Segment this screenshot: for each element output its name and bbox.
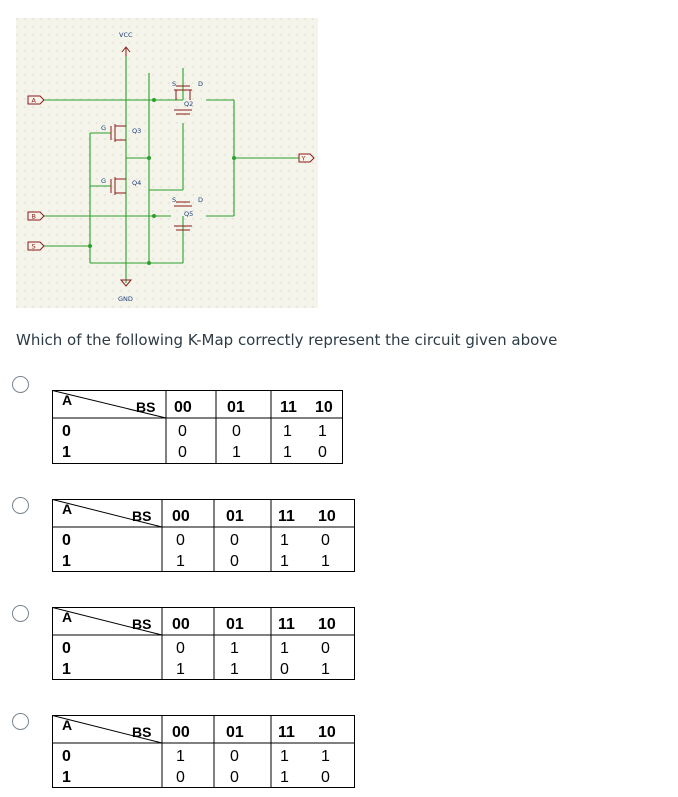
kmap-col-10: 10: [318, 616, 336, 633]
kmap-col-01: 01: [227, 399, 245, 416]
kmap-table: [52, 499, 356, 573]
kmap-row-0: 0: [62, 748, 71, 765]
q3-label: Q3: [132, 127, 142, 135]
kmap-cell: 1: [280, 553, 289, 570]
kmap-cell: 0: [176, 640, 185, 657]
kmap-row-1: 1: [62, 661, 71, 678]
kmap-row-0: 0: [62, 532, 71, 549]
kmap-col-var: BS: [132, 724, 152, 740]
input-b-label: B: [31, 212, 36, 221]
kmap-col-01: 01: [226, 616, 244, 633]
option-1-radio[interactable]: [12, 376, 29, 393]
kmap-cell: 1: [280, 532, 289, 549]
pin-s-q5: S: [172, 196, 177, 204]
pin-d-q5: D: [198, 196, 204, 204]
question-text: Which of the following K-Map correctly represent the circuit given above: [16, 331, 558, 349]
q2-label: Q2: [184, 100, 194, 108]
kmap-col-var: BS: [136, 399, 156, 415]
kmap-col-00: 00: [172, 724, 190, 741]
input-s-label: S: [31, 242, 36, 251]
kmap-cell: 1: [321, 661, 330, 678]
kmap-col-10: 10: [318, 724, 336, 741]
kmap-col-01: 01: [226, 508, 244, 525]
kmap-col-11: 11: [280, 399, 297, 416]
kmap-row-var: A: [62, 717, 73, 733]
q4-label: Q4: [132, 179, 142, 187]
kmap-col-var: BS: [132, 616, 152, 632]
option-2-radio[interactable]: [12, 497, 29, 514]
kmap-cell: 0: [232, 423, 241, 440]
kmap-col-00: 00: [172, 508, 190, 525]
gnd-label: GND: [118, 295, 133, 303]
kmap-row-1: 1: [62, 769, 71, 786]
option-1: [0, 375, 678, 461]
kmap-cell: 1: [280, 748, 289, 765]
kmap-cell: 0: [176, 532, 185, 549]
kmap-row-1: 1: [62, 553, 71, 570]
kmap-cell: 1: [176, 748, 185, 765]
kmap-row-var: A: [62, 392, 73, 408]
kmap-cell: 0: [230, 532, 239, 549]
option-3: [0, 598, 678, 678]
kmap-cell: 0: [230, 553, 239, 570]
kmap-cell: 1: [321, 748, 330, 765]
kmap-cell: 0: [318, 444, 327, 461]
pin-g-q3: G: [101, 124, 107, 132]
kmap-col-var: BS: [132, 508, 152, 524]
kmap-cell: 0: [176, 769, 185, 786]
option-4: [0, 706, 678, 786]
kmap-cell: 0: [280, 661, 289, 678]
circuit-schematic: [16, 18, 318, 308]
kmap-row-0: 0: [62, 640, 71, 657]
kmap-cell: 0: [321, 769, 330, 786]
kmap-col-00: 00: [172, 616, 190, 633]
output-y-label: Y: [301, 154, 306, 163]
kmap-row-var: A: [62, 501, 73, 517]
kmap-table: [52, 390, 344, 464]
option-3-radio[interactable]: [12, 605, 29, 622]
pin-s-q2: S: [172, 80, 177, 88]
input-a-label: A: [31, 96, 36, 105]
q5-label: Q5: [184, 210, 194, 218]
kmap-cell: 1: [321, 553, 330, 570]
kmap-cell: 1: [318, 423, 327, 440]
kmap-table: [52, 607, 356, 681]
pin-g-q4: G: [101, 177, 107, 185]
kmap-cell: 0: [321, 532, 330, 549]
kmap-cell: 0: [321, 640, 330, 657]
kmap-cell: 1: [230, 661, 239, 678]
kmap-cell: 0: [230, 769, 239, 786]
kmap-cell: 1: [283, 423, 292, 440]
kmap-cell: 0: [178, 444, 187, 461]
kmap-col-00: 00: [174, 399, 192, 416]
kmap-cell: 1: [280, 640, 289, 657]
kmap-col-01: 01: [226, 724, 244, 741]
kmap-cell: 1: [230, 640, 239, 657]
kmap-col-10: 10: [318, 508, 336, 525]
pin-d-q2: D: [198, 80, 204, 88]
kmap-col-10: 10: [315, 399, 333, 416]
kmap-row-var: A: [62, 609, 73, 625]
kmap-cell: 1: [283, 444, 292, 461]
kmap-cell: 0: [178, 423, 187, 440]
vcc-label: VCC: [119, 31, 133, 39]
kmap-col-11: 11: [278, 724, 295, 741]
kmap-table: [52, 715, 356, 789]
kmap-row-0: 0: [62, 423, 71, 440]
kmap-col-11: 11: [278, 508, 295, 525]
kmap-cell: 0: [230, 748, 239, 765]
option-4-radio[interactable]: [12, 713, 29, 730]
kmap-cell: 1: [176, 661, 185, 678]
kmap-row-1: 1: [62, 444, 71, 461]
kmap-cell: 1: [232, 444, 241, 461]
kmap-cell: 1: [280, 769, 289, 786]
kmap-cell: 1: [176, 553, 185, 570]
option-2: [0, 490, 678, 570]
kmap-col-11: 11: [278, 616, 295, 633]
